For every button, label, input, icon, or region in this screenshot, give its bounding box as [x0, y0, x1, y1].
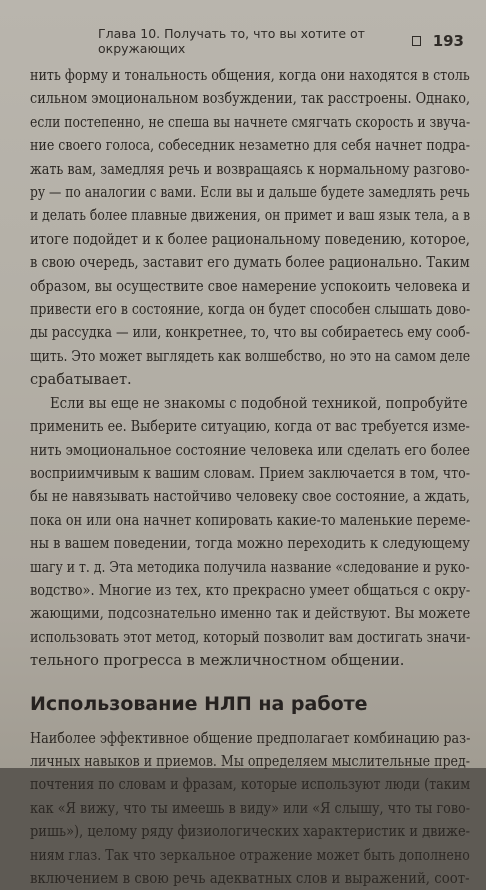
text-line: ниям глаз. Так что зеркальное отражение может быть дополнено — [30, 846, 470, 864]
text-line: включением в свою речь адекватных слов и выражений, соот- — [30, 870, 470, 887]
paragraph-2 — [30, 392, 470, 673]
text-line: ние своего голоса, собеседник незаметно для себя начнет подра- — [30, 137, 471, 155]
text-line: водство». Многие из тех, кто прекрасно умеет общаться с окру- — [30, 581, 471, 599]
square-ornament-icon — [412, 36, 421, 46]
text-line: ны в вашем поведении, тогда можно переходить к следующему — [30, 535, 470, 553]
page-number: 193 — [432, 32, 464, 50]
text-line: срабатывает. — [30, 371, 132, 389]
running-header — [98, 26, 464, 56]
text-line: итоге подойдет и к более рациональному поведению, которое, — [30, 230, 470, 248]
text-line: ды рассудка — или, конкретнее, то, что вы собираетесь ему сооб- — [30, 324, 471, 342]
text-line: использовать этот метод, который позволит вам достигать значи- — [30, 628, 471, 646]
text-line: если постепенно, не спеша вы начнете смягчать скорость и звуча- — [30, 113, 471, 131]
text-line: жающими, подсознательно именно так и действуют. Вы можете — [30, 605, 471, 623]
text-line: образом, вы осуществите свое намерение успокоить человека и — [30, 277, 471, 295]
text-line: восприимчивым к вашим словам. Прием заключается в том, что- — [30, 464, 471, 482]
text-line: тельного прогресса в межличностном общении. — [30, 652, 405, 670]
text-line: щить. Это может выглядеть как волшебство, но это на самом деле — [30, 347, 471, 365]
text-line: Если вы еще не знакомы с подобной техникой, попробуйте — [49, 394, 468, 412]
text-line: привести его в состояние, когда он будет способен слышать дово- — [30, 301, 471, 319]
text-line: шагу и т. д. Эта методика получила название «следование и руко- — [30, 558, 470, 576]
text-line: в свою очередь, заставит его думать более рационально. Таким — [30, 254, 470, 272]
paragraph-3 — [30, 727, 470, 890]
text-line: нить форму и тональность общения, когда они находятся в столь — [30, 67, 470, 84]
text-line: нить эмоциональное состояние человека или сделать его более — [30, 441, 470, 459]
section-heading: Использование НЛП на работе — [30, 692, 368, 715]
text-line: как «Я вижу, что ты имеешь в виду» или «Я слышу, что ты гово- — [30, 799, 471, 817]
paragraph-1 — [30, 64, 470, 392]
text-line: и делать более плавные движения, он примет и ваш язык тела, а в — [30, 207, 471, 225]
text-line: ру — по аналогии с вами. Если вы и дальше будете замедлять речь — [30, 184, 470, 202]
text-line: почтения по словам и фразам, которые используют люди (таким — [30, 776, 471, 794]
body-text — [30, 64, 470, 890]
text-line: личных навыков и приемов. Мы определяем мыслительные пред- — [30, 752, 471, 770]
text-line: сильном эмоциональном возбуждении, так расстроены. Однако, — [30, 90, 471, 108]
text-line: пока он или она начнет копировать какие-то маленькие переме- — [30, 511, 471, 529]
text-line: применить ее. Выберите ситуацию, когда от вас требуется изме- — [30, 418, 470, 436]
text-line: ришь»), целому ряду физиологических характеристик и движе- — [30, 823, 471, 841]
chapter-title: Глава 10. Получать то, что вы хотите от окружающих — [98, 26, 365, 56]
text-line: жать вам, замедляя речь и возвращаясь к нормальному разгово- — [30, 160, 470, 178]
text-line: бы не навязывать настойчиво человеку свое состояние, а ждать, — [30, 488, 470, 506]
text-line: Наиболее эффективное общение предполагает комбинацию раз- — [30, 729, 471, 747]
